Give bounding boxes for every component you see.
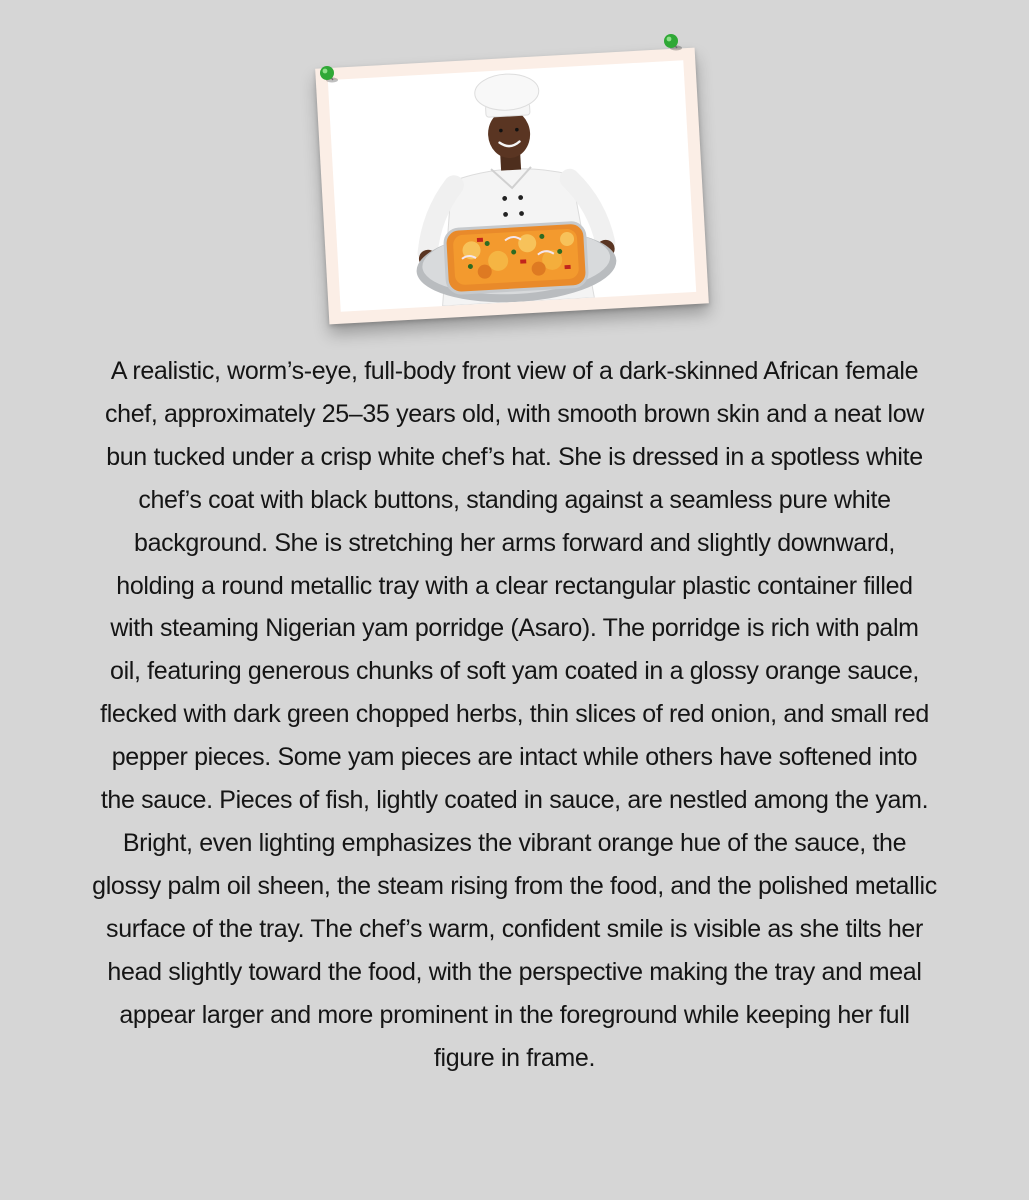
green-pushpin-icon xyxy=(662,32,682,52)
image-caption: A realistic, worm’s-eye, full-body front view of a dark-skinned African female chef, approximately 25–35 years old, with smooth brown skin and a neat low bun tucked under a crisp white chef’s hat. She is dressed in a spotless white chef’s coat with black buttons, standing against a seamless pure white background. She is stretching her arms forward and slightly downward, holding a round metallic tray with a clear rectangular plastic container filled with steaming Nigerian yam porridge (Asaro). The porridge is rich with palm oil, featuring generous chunks of soft yam coated in a glossy orange sauce, flecked with dark green chopped herbs, thin slices of red onion, and small red pepper pieces. Some yam pieces are intact while others have softened into the sauce. Pieces of fish, lightly coated in sauce, are nestled among the yam. Bright, even lighting emphasizes the vibrant orange hue of the sauce, the glossy palm oil sheen, the steam rising from the food, and the polished metallic surface of the tray. The chef’s warm, confident smile is visible as she tilts her head slightly toward the food, with the perspective making the tray and meal appear larger and more prominent in the foreground while keeping her full figure in frame. xyxy=(92,357,937,1072)
green-pushpin-icon xyxy=(318,64,338,84)
chef-photo xyxy=(328,60,696,312)
photo-card xyxy=(315,48,709,325)
chef-holding-tray-illustration xyxy=(328,60,696,312)
